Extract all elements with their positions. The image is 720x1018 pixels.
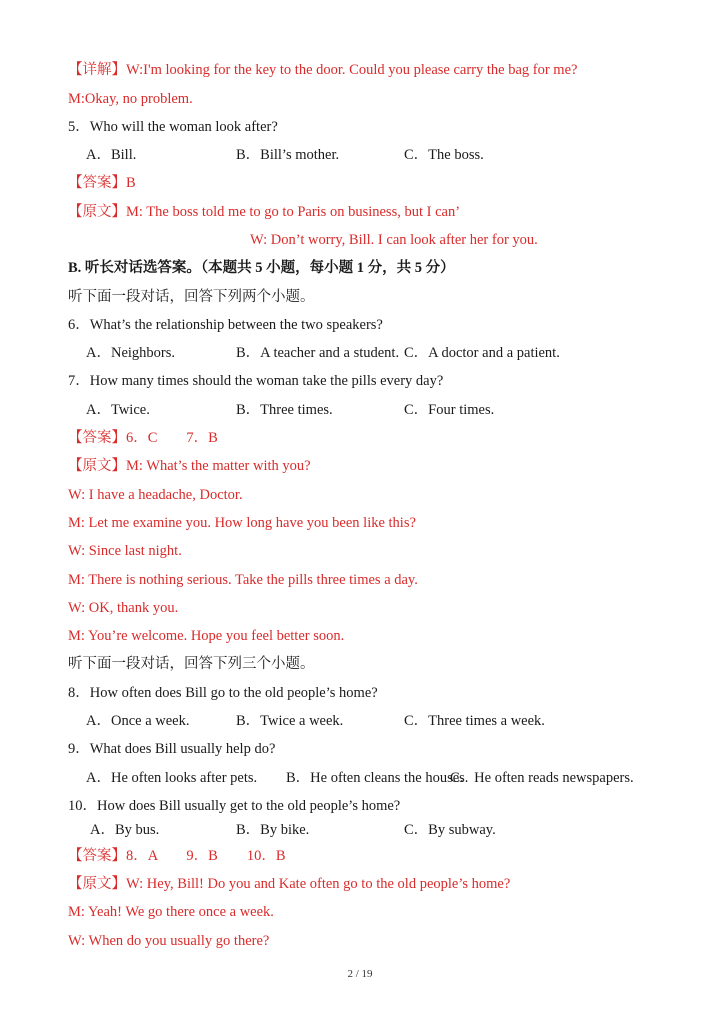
question-8: 8．How often does Bill go to the old people’s home? <box>68 685 378 701</box>
transcript-line: M: Let me examine you. How long have you been like this? <box>68 515 416 531</box>
q6-option-c: C．A doctor and a patient. <box>404 345 560 361</box>
q8-option-b: B．Twice a week. <box>236 713 344 729</box>
q7-option-b: B．Three times. <box>236 402 333 418</box>
q5-option-a: A．Bill. <box>86 147 137 163</box>
question-7: 7．How many times should the woman take the pills every day? <box>68 373 444 389</box>
q6-option-a: A．Neighbors. <box>86 345 176 361</box>
explanation-line: M:Okay, no problem. <box>68 91 193 107</box>
transcript-line: W: OK, thank you. <box>68 600 179 616</box>
dialogue-intro: 听下面一段对话，回答下列三个小题。 <box>68 656 315 672</box>
q6-option-b: B．A teacher and a student. <box>236 345 400 361</box>
transcript-line: M: Yeah! We go there once a week. <box>68 904 274 920</box>
question-9: 9．What does Bill usually help do? <box>68 741 276 757</box>
explanation-line: 【详解】W:I'm looking for the key to the door. Could you please carry the bag for me? <box>68 62 578 78</box>
transcript-line: M: You’re welcome. Hope you feel better soon. <box>68 628 345 644</box>
answer-5: 【答案】B <box>68 175 136 191</box>
dialogue-intro: 听下面一段对话，回答下列两个小题。 <box>68 289 315 305</box>
section-b-heading: B. 听长对话选答案。（本题共 5 小题，每小题 1 分，共 5 分） <box>68 260 455 276</box>
q5-option-b: B．Bill’s mother. <box>236 147 340 163</box>
question-10: 10．How does Bill usually get to the old people’s home? <box>68 798 401 814</box>
q9-option-a: A．He often looks after pets. <box>86 770 258 786</box>
q5-option-c: C．The boss. <box>404 147 484 163</box>
q8-option-a: A．Once a week. <box>86 713 190 729</box>
transcript-line: M: There is nothing serious. Take the pills three times a day. <box>68 572 418 588</box>
answer-6-7: 【答案】6．C 7．B <box>68 430 218 446</box>
q7-option-a: A．Twice. <box>86 402 150 418</box>
transcript-line: W: Don’t worry, Bill. I can look after her for you. <box>250 232 538 248</box>
transcript-line: W: When do you usually go there? <box>68 933 270 949</box>
q9-option-c: C．He often reads newspapers. <box>450 770 634 786</box>
q10-option-b: B．By bike. <box>236 822 310 838</box>
q9-option-b: B．He often cleans the houses. <box>286 770 469 786</box>
transcript-line: 【原文】M: The boss told me to go to Paris on business, but I can’ <box>68 204 461 220</box>
q7-option-c: C．Four times. <box>404 402 495 418</box>
q8-option-c: C．Three times a week. <box>404 713 545 729</box>
q10-option-c: C．By subway. <box>404 822 496 838</box>
answer-8-10: 【答案】8．A 9．B 10．B <box>68 848 286 864</box>
transcript-line: W: I have a headache, Doctor. <box>68 487 243 503</box>
transcript-line: 【原文】M: What’s the matter with you? <box>68 458 311 474</box>
transcript-line: W: Since last night. <box>68 543 182 559</box>
q10-option-a: A．By bus. <box>90 822 160 838</box>
question-6: 6．What’s the relationship between the two speakers? <box>68 317 383 333</box>
transcript-line: 【原文】W: Hey, Bill! Do you and Kate often go to the old people’s home? <box>68 876 511 892</box>
question-5: 5．Who will the woman look after? <box>68 119 278 135</box>
page-number: 2 / 19 <box>347 968 373 980</box>
